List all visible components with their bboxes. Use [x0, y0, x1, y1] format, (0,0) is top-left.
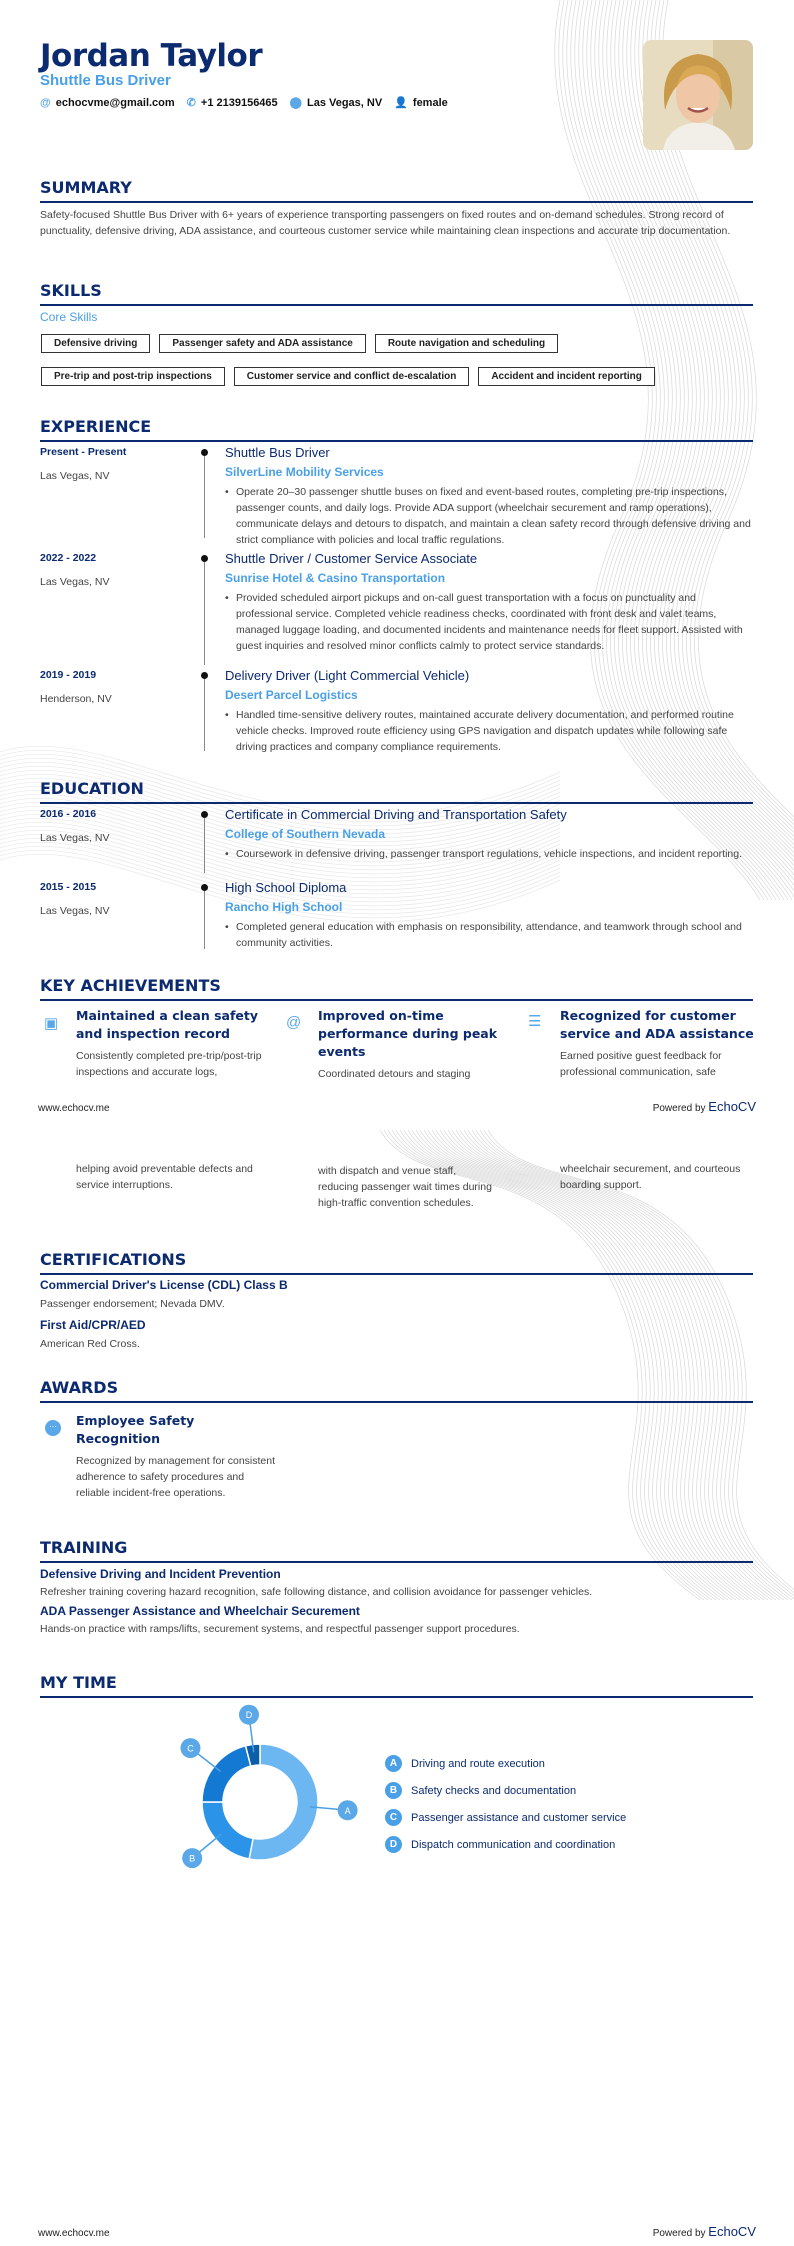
education-item: Certificate in Commercial Driving and Transportation Safety College of Southern Nevada • Coursework in defensive driving, passenger transport regulations, vehicle inspections, and incident reporting. — [225, 807, 753, 862]
chat-bubble-icon: ··· — [45, 1420, 61, 1436]
legend-badge: D — [385, 1836, 402, 1853]
legend-item — [385, 1750, 626, 1777]
legend-badge: A — [385, 1755, 402, 1772]
profile-photo — [643, 40, 753, 150]
legend-badge: C — [385, 1809, 402, 1826]
certification-title: Commercial Driver's License (CDL) Class B — [40, 1278, 288, 1292]
skill-chip: Defensive driving — [41, 334, 150, 353]
timeline-dot — [201, 672, 208, 679]
skill-chip: Passenger safety and ADA assistance — [159, 334, 365, 353]
contact-location: ⬤ Las Vegas, NV — [289, 97, 383, 109]
achievement-continued: helping avoid preventable defects and service interruptions. — [76, 1163, 253, 1191]
job-title: Shuttle Bus Driver — [40, 72, 171, 89]
timeline-dot — [201, 449, 208, 456]
certification-desc: American Red Cross. — [40, 1338, 140, 1350]
summary-text: Safety-focused Shuttle Bus Driver with 6+ years of experience transporting passengers on fixed routes and on-demand schedules. Strong record of punctuality, defensive driving, ADA assistance, and courteous customer service while maintaining clean inspections and accurate trip documentation. — [40, 209, 731, 237]
legend-label: Safety checks and documentation — [411, 1784, 577, 1797]
clipboard-check-icon: ▣ — [44, 1015, 59, 1032]
legend-label: Driving and route execution — [411, 1757, 545, 1770]
skills-heading: SKILLS — [40, 281, 753, 306]
contact-email[interactable]: @ echocvme@gmail.com — [40, 96, 175, 109]
legend-label: Dispatch communication and coordination — [411, 1838, 616, 1851]
my-time-heading: MY TIME — [40, 1673, 753, 1698]
achievement-item: Recognized for customer service and ADA assistance Earned positive guest feedback for professional communication, safe — [560, 1008, 754, 1078]
donut-label-text: C — [187, 1743, 194, 1754]
training-heading: TRAINING — [40, 1538, 753, 1563]
experience-item-dates: Present - Present Las Vegas, NV — [40, 446, 127, 482]
legend-label: Passenger assistance and customer service — [411, 1811, 627, 1824]
footer-powered-by: Powered by EchoCV — [652, 2224, 756, 2239]
certification-title: First Aid/CPR/AED — [40, 1318, 146, 1332]
experience-item: Delivery Driver (Light Commercial Vehicle) Desert Parcel Logistics • Handled time-sensitive delivery routes, maintained accurate delivery documentation, and performed routine vehicle checks. Improved route efficiency using GPS navigation and dispatch updates while following safe driving practices and company compliance requirements. — [225, 668, 753, 755]
contact-phone: ✆ +1 2139156465 — [186, 97, 278, 109]
footer-powered-by: Powered by EchoCV — [652, 1099, 756, 1114]
my-time-legend — [385, 1750, 626, 1858]
donut-slice-C — [202, 1746, 251, 1802]
achievement-continued: with dispatch and venue staff, reducing passenger wait times during high-traffic convention schedules. — [318, 1165, 492, 1209]
donut-slice-B — [202, 1802, 253, 1859]
footer-website-link[interactable]: www.echocv.me — [38, 1103, 110, 1114]
donut-leader-line — [198, 1834, 221, 1853]
list-icon: ☰ — [528, 1013, 542, 1030]
education-item-dates: 2015 - 2015 Las Vegas, NV — [40, 881, 110, 917]
legend-item — [385, 1804, 626, 1831]
training-desc: Hands-on practice with ramps/lifts, securement systems, and respectful passenger support procedures. — [40, 1623, 520, 1635]
timeline-dot — [201, 884, 208, 891]
skill-chip: Pre-trip and post-trip inspections — [41, 367, 225, 386]
timeline-dot — [201, 555, 208, 562]
experience-heading: EXPERIENCE — [40, 417, 753, 442]
person-icon: 👤 — [394, 97, 408, 109]
skill-chip: Route navigation and scheduling — [375, 334, 558, 353]
skill-chip: Accident and incident reporting — [478, 367, 655, 386]
contact-info — [40, 96, 448, 109]
experience-item: Shuttle Driver / Customer Service Associate Sunrise Hotel & Casino Transportation • Provided scheduled airport pickups and on-call guest transportation with a focus on punctuality and professional service. Completed vehicle readiness checks, coordinated with front desk and valet teams, managed luggage loading, and documented incidents and maintenance needs for fleet support. Assisted with guest inquiries and resolved minor conflicts calmly to protect service standards. — [225, 551, 753, 654]
achievement-continued: wheelchair securement, and courteous boarding support. — [560, 1163, 741, 1191]
core-skills-subheading: Core Skills — [40, 310, 98, 324]
experience-item-dates: 2022 - 2022 Las Vegas, NV — [40, 552, 110, 588]
training-list — [40, 1567, 752, 1637]
certifications-list — [40, 1278, 752, 1352]
training-title: Defensive Driving and Incident Prevention — [40, 1567, 281, 1581]
location-pin-icon: ⬤ — [289, 97, 302, 109]
skill-chip: Customer service and conflict de-escalation — [234, 367, 470, 386]
legend-badge: B — [385, 1782, 402, 1799]
education-item: High School Diploma Rancho High School • Completed general education with emphasis on responsibility, attendance, and teamwork through school and community activities. — [225, 880, 753, 951]
legend-item — [385, 1777, 626, 1804]
achievement-item: Improved on-time performance during peak events Coordinated detours and staging — [318, 1008, 498, 1080]
my-time-donut-chart — [160, 1700, 360, 1880]
donut-label-text: A — [344, 1805, 351, 1816]
education-heading: EDUCATION — [40, 779, 753, 804]
phone-icon: ✆ — [186, 97, 196, 109]
summary-heading: SUMMARY — [40, 178, 753, 203]
experience-item-dates: 2019 - 2019 Henderson, NV — [40, 669, 112, 705]
training-title: ADA Passenger Assistance and Wheelchair Securement — [40, 1604, 360, 1618]
achievements-heading: KEY ACHIEVEMENTS — [40, 976, 753, 1001]
donut-label-text: D — [245, 1710, 253, 1721]
education-item-dates: 2016 - 2016 Las Vegas, NV — [40, 808, 110, 844]
candidate-name: Jordan Taylor — [40, 38, 263, 74]
award-item: Employee Safety Recognition Recognized by management for consistent adherence to safety procedures and reliable incident-free operations. — [76, 1413, 276, 1499]
at-sign-icon: @ — [286, 1014, 302, 1031]
legend-item — [385, 1831, 626, 1858]
certifications-heading: CERTIFICATIONS — [40, 1250, 753, 1275]
training-desc: Refresher training covering hazard recognition, safe following distance, and collision avoidance for passenger vehicles. — [40, 1586, 593, 1598]
at-icon: @ — [40, 96, 51, 109]
donut-label-text: B — [189, 1853, 196, 1864]
footer-website-link[interactable]: www.echocv.me — [38, 2228, 110, 2239]
timeline-dot — [201, 811, 208, 818]
certification-desc: Passenger endorsement; Nevada DMV. — [40, 1298, 225, 1310]
achievement-item: Maintained a clean safety and inspection record Consistently completed pre-trip/post-trip inspections and accurate logs, — [76, 1008, 262, 1078]
contact-gender: 👤 female — [394, 97, 448, 109]
experience-item: Shuttle Bus Driver SilverLine Mobility Services • Operate 20–30 passenger shuttle buses on fixed and event-based routes, completing pre-trip inspections, passenger counts, and daily logs. Provide ADA support (wheelchair securement and ramp operations), communicate delays and detours to dispatch, and maintain a clean safety record through defensive driving and strict compliance with policies and local traffic regulations. — [225, 445, 753, 548]
awards-heading: AWARDS — [40, 1378, 753, 1403]
skills-list — [41, 333, 761, 386]
